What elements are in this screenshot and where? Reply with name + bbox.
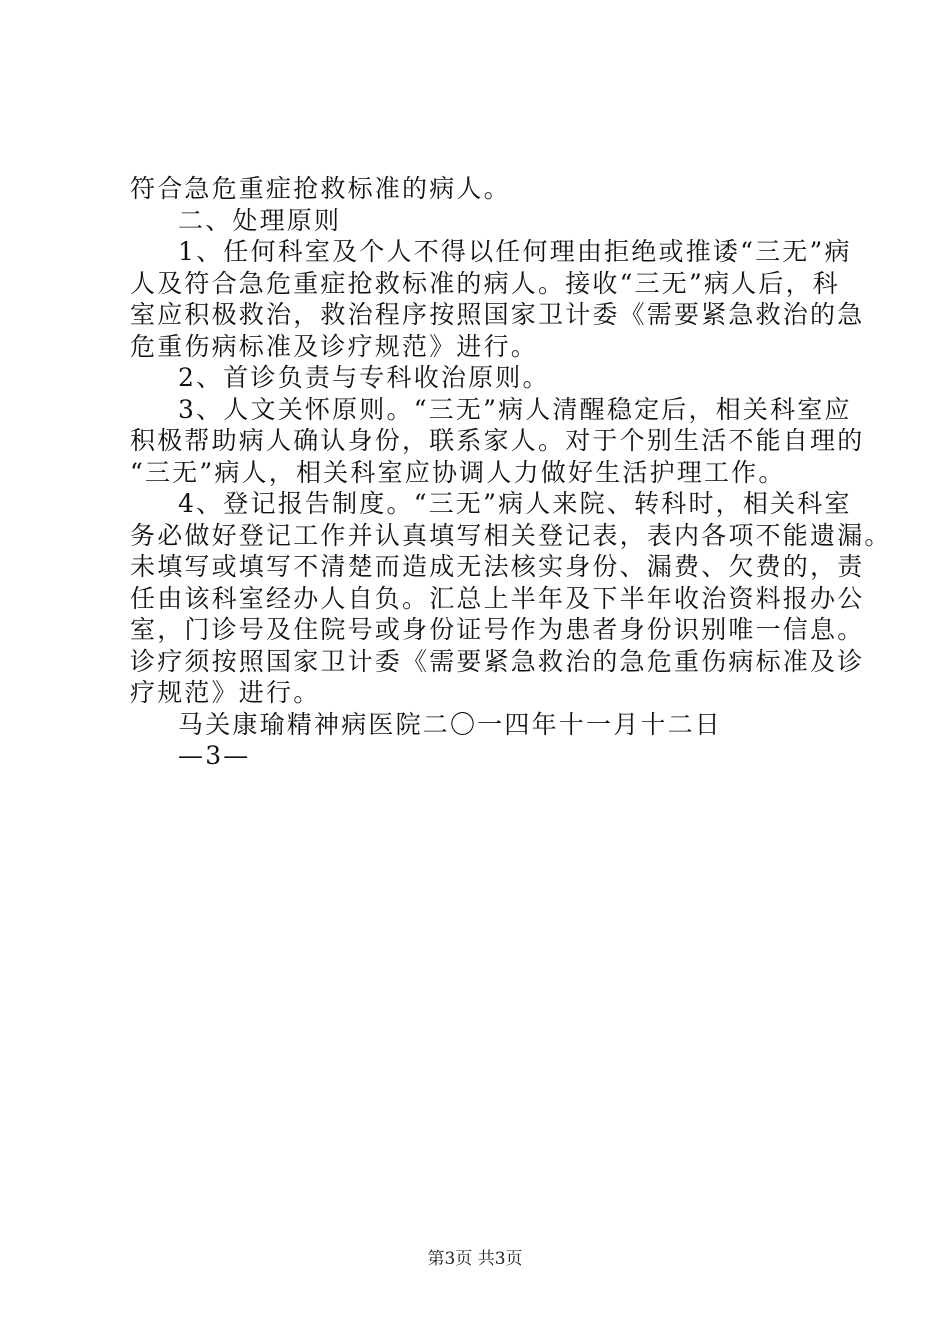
section-heading: 二、处理原则 [178, 205, 342, 235]
text-line: 3、人文关怀原则。“三无”病人清醒稳定后，相关科室应 [178, 394, 852, 424]
document-body [130, 173, 892, 772]
page-footer: 第3页 共3页 [427, 1249, 523, 1269]
text-line: 室，门诊号及住院号或身份证号作为患者身份识别唯一信息。 [130, 615, 865, 644]
text-line: 4、登记报告制度。“三无”病人来院、转科时，相关科室 [178, 489, 852, 518]
signature-line: 马关康瑜精神病医院二〇一四年十一月十二日 [178, 709, 723, 739]
text-line: 未填写或填写不清楚而造成无法核实身份、漏费、欠费的，责 [130, 552, 865, 581]
text-line: 积极帮助病人确认身份，联系家人。对于个别生活不能自理的 [130, 426, 865, 455]
text-line: 危重伤病标准及诊疗规范》进行。 [130, 331, 539, 361]
text-line: 任由该科室经办人自负。汇总上半年及下半年收治资料报办公 [130, 583, 865, 613]
text-line: 疗规范》进行。 [130, 678, 321, 707]
text-line: 符合急危重症抢救标准的病人。 [130, 174, 511, 203]
text-line: 诊疗须按照国家卫计委《需要紧急救治的急危重伤病标准及诊 [130, 646, 865, 676]
inline-page-number: —3— [178, 741, 251, 770]
text-line: 2、首诊负责与专科收治原则。 [178, 363, 550, 392]
text-line: 室应积极救治，救治程序按照国家卫计委《需要紧急救治的急 [130, 300, 865, 329]
text-line: 人及符合急危重症抢救标准的病人。接收“三无”病人后，科 [130, 268, 840, 298]
text-line: “三无”病人，相关科室应协调人力做好生活护理工作。 [130, 457, 786, 487]
text-line: 务必做好登记工作并认真填写相关登记表，表内各项不能遗漏。 [130, 520, 892, 550]
text-line: 1、任何科室及个人不得以任何理由拒绝或推诿“三无”病 [178, 237, 852, 266]
